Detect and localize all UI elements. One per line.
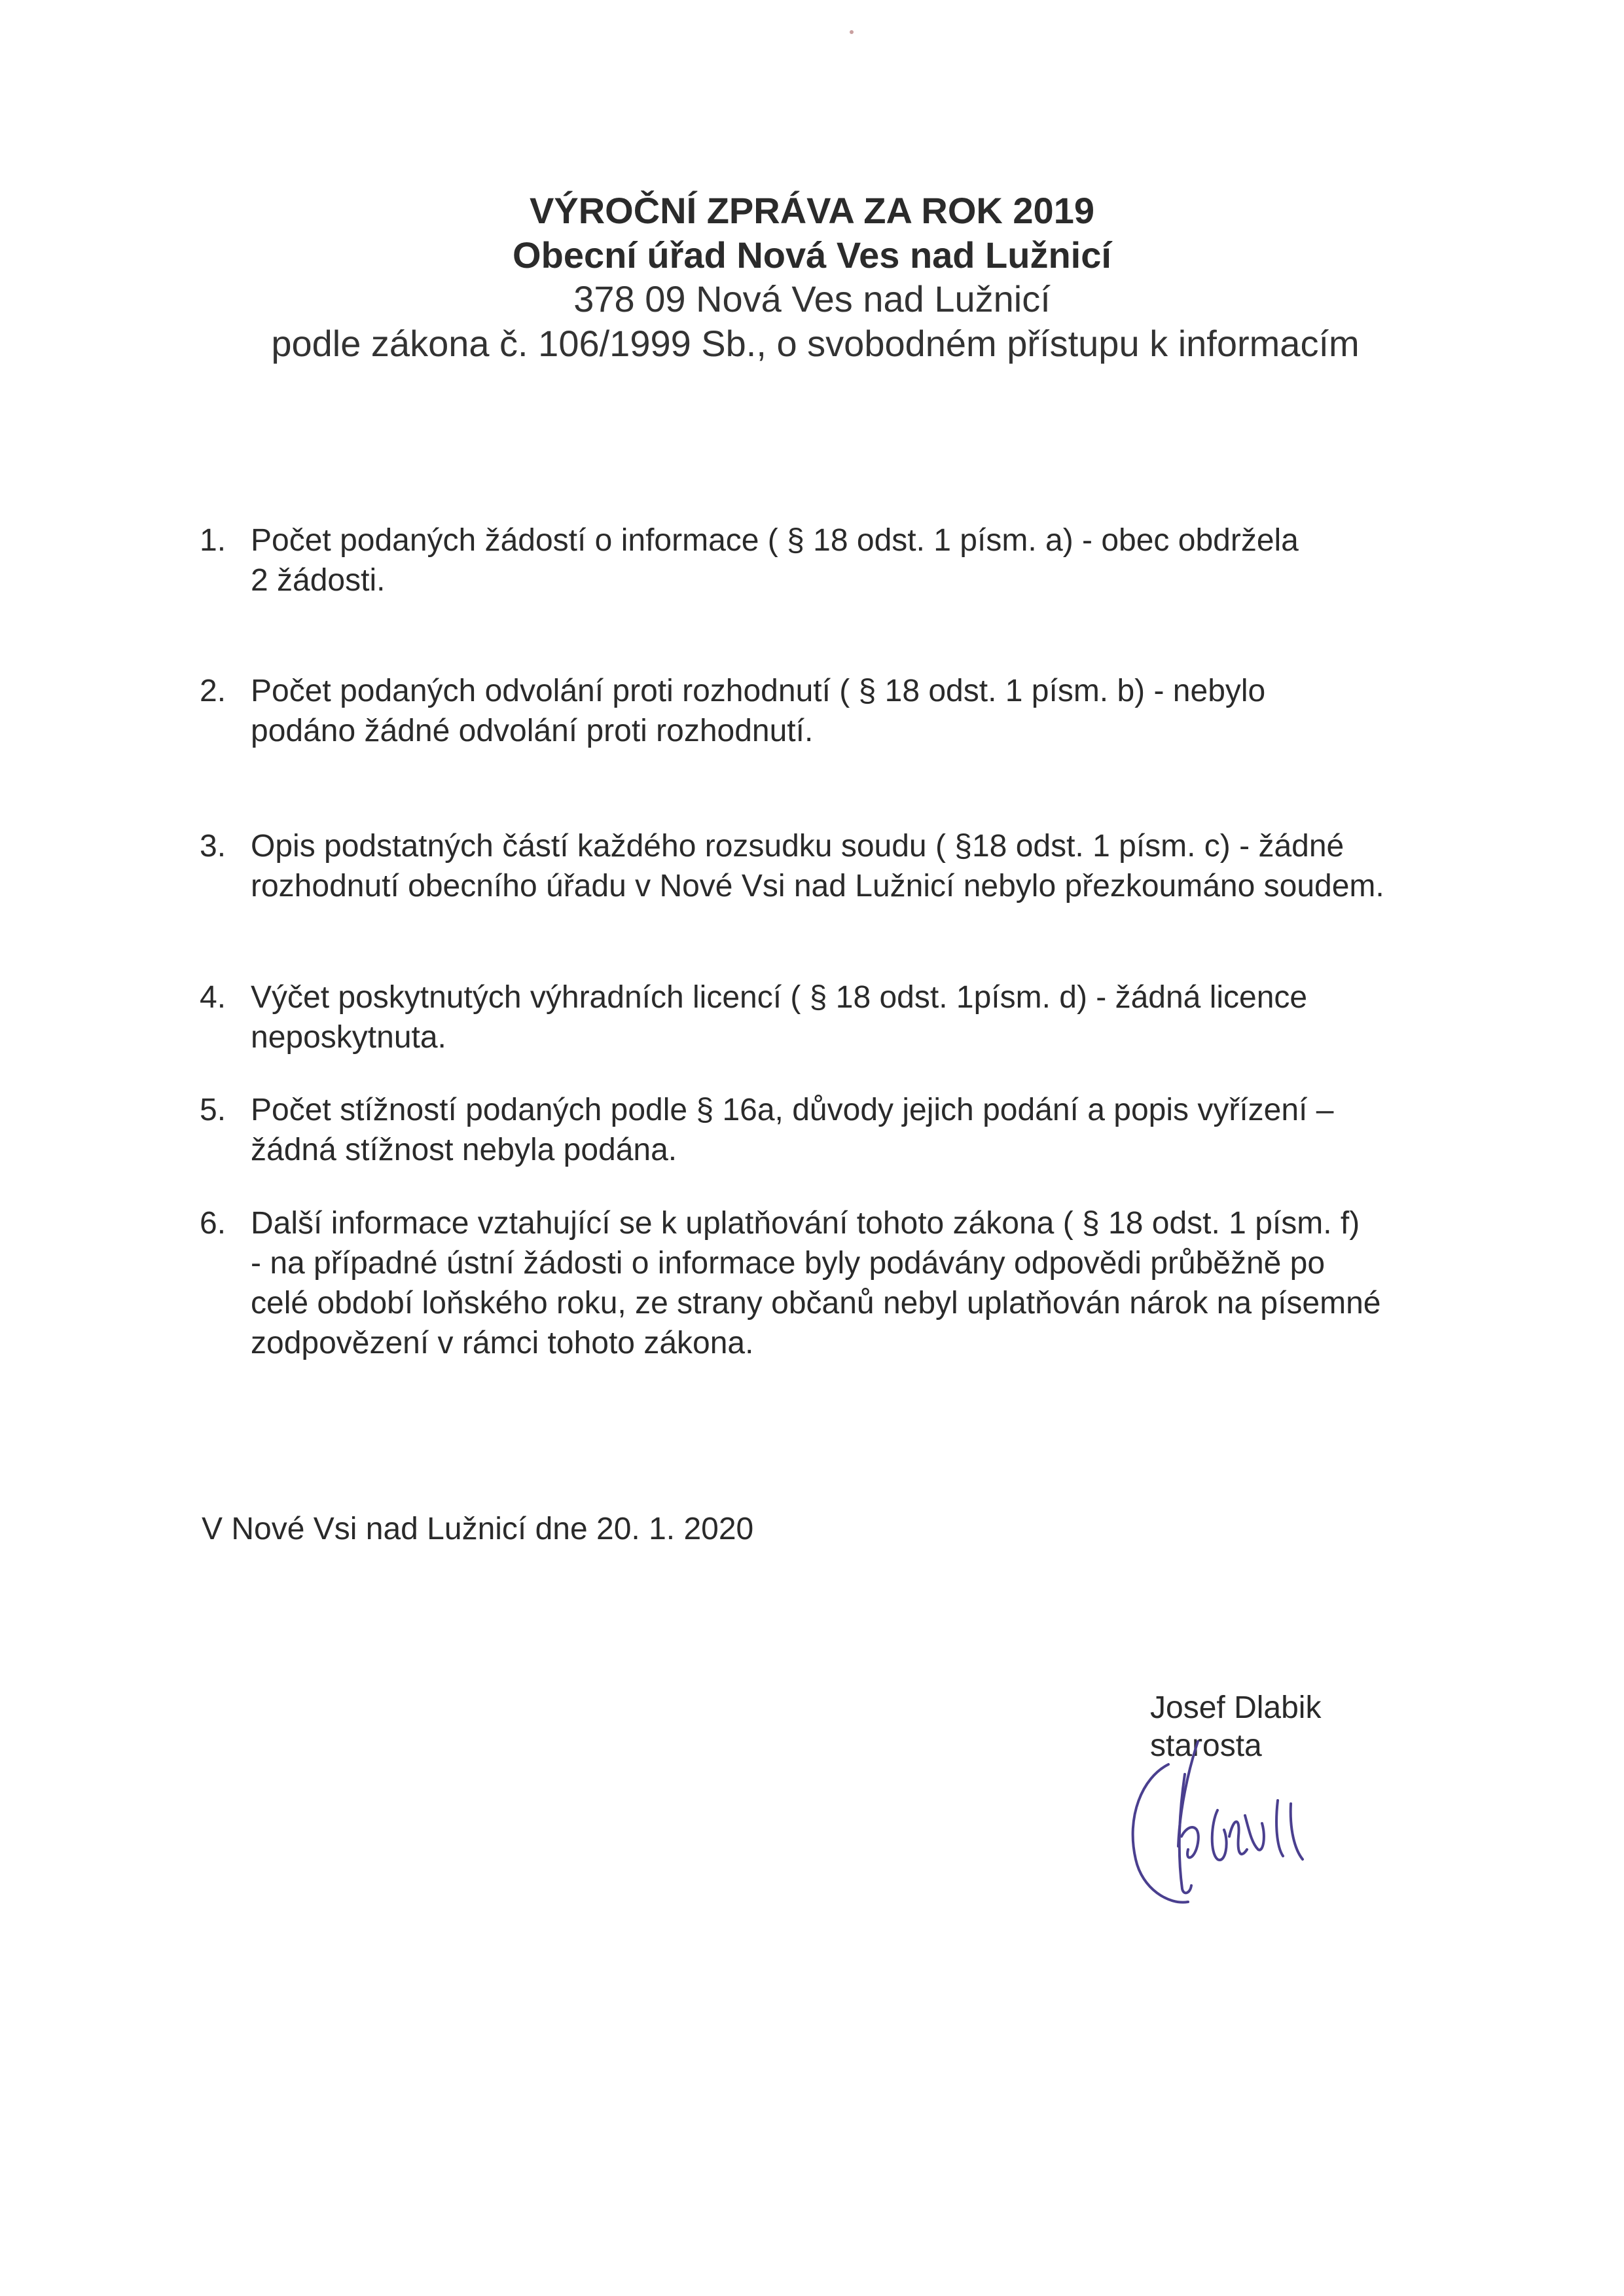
item-text	[251, 1090, 1507, 1170]
report-title: VÝROČNÍ ZPRÁVA ZA ROK 2019	[530, 190, 1094, 231]
item-text	[251, 826, 1507, 906]
item-line: - na případné ústní žádosti o informace byly podávány odpovědi průběžně po	[251, 1246, 1326, 1281]
item-text	[251, 1203, 1507, 1363]
item-line: Počet stížností podaných podle § 16a, důvody jejich podání a popis vyřízení –	[251, 1093, 1334, 1127]
item-line: celé období loňského roku, ze strany občanů nebyl uplatňován nárok na písemné	[251, 1286, 1381, 1321]
item-line: Výčet poskytnutých výhradních licencí ( § 18 odst. 1písm. d) - žádná licence	[251, 980, 1308, 1015]
office-address: 378 09 Nová Ves nad Lužnicí	[573, 278, 1051, 319]
item-number: 3.	[200, 829, 226, 864]
item-number: 2.	[200, 674, 226, 708]
item-line: Další informace vztahující se k uplatňování tohoto zákona ( § 18 odst. 1 písm. f)	[251, 1206, 1360, 1241]
law-reference: podle zákona č. 106/1999 Sb., o svobodném přístupu k informacím	[271, 323, 1360, 364]
item-line: Počet podaných žádostí o informace ( § 18 odst. 1 písm. a) - obec obdržela	[251, 523, 1299, 558]
handwritten-signature	[1106, 1738, 1335, 1922]
item-number: 1.	[200, 523, 226, 558]
signer-name: Josef Dlabik	[1150, 1690, 1322, 1725]
item-text	[251, 977, 1507, 1057]
item-line: neposkytnuta.	[251, 1020, 446, 1055]
item-line: 2 žádosti.	[251, 563, 386, 598]
item-text	[251, 671, 1507, 751]
office-name: Obecní úřad Nová Ves nad Lužnicí	[513, 234, 1111, 276]
item-text	[251, 520, 1507, 600]
document-header	[0, 189, 1624, 367]
item-line: žádná stížnost nebyla podána.	[251, 1133, 677, 1167]
scan-speck	[850, 30, 854, 34]
signer-role: starosta	[1150, 1728, 1262, 1763]
item-number: 4.	[200, 980, 226, 1015]
item-line: rozhodnutí obecního úřadu v Nové Vsi nad Lužnicí nebylo přezkoumáno soudem.	[251, 869, 1384, 903]
item-number: 5.	[200, 1093, 226, 1127]
item-line: Počet podaných odvolání proti rozhodnutí ( § 18 odst. 1 písm. b) - nebylo	[251, 674, 1266, 708]
item-number: 6.	[200, 1206, 226, 1241]
item-line: zodpovězení v rámci tohoto zákona.	[251, 1326, 754, 1360]
date-line: V Nové Vsi nad Lužnicí dne 20. 1. 2020	[202, 1512, 754, 1546]
item-line: Opis podstatných částí každého rozsudku soudu ( §18 odst. 1 písm. c) - žádné	[251, 829, 1344, 864]
item-line: podáno žádné odvolání proti rozhodnutí.	[251, 714, 814, 748]
